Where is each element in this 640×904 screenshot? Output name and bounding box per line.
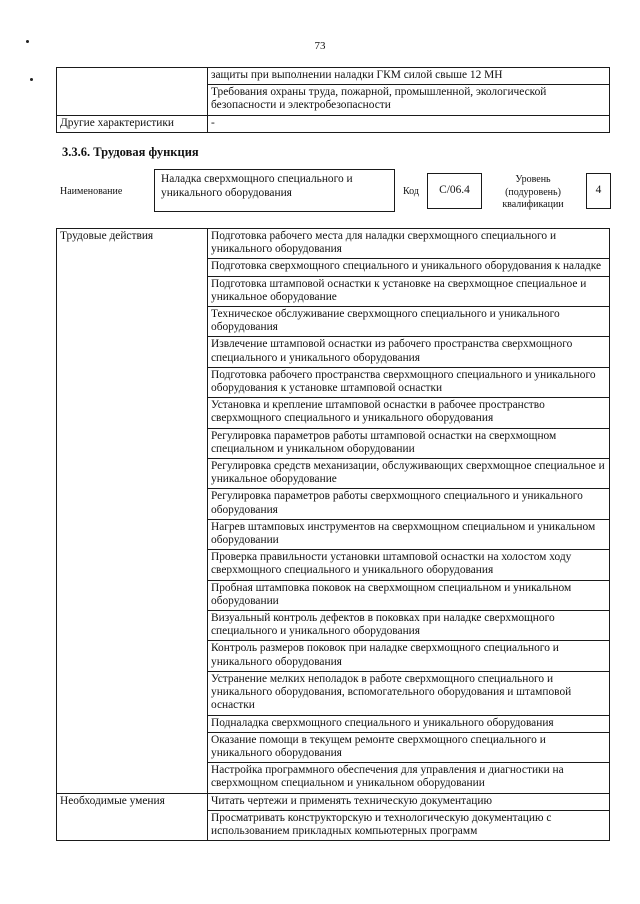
requirement-item: Регулировка параметров работы штамповой оснастки на сверхмощном специальном и уникальном оборудовании [208,428,610,458]
group-label: Необходимые умения [57,793,208,841]
section-heading: 3.3.6. Трудовая функция [62,145,199,159]
requirement-item: Устранение мелких неполадок в работе сверхмощного специального и уникального оборудования, вспомогательного оборудования и штамповой оснастки [208,671,610,715]
code-label: Код [403,186,419,197]
row-label [57,68,208,116]
requirement-item: Настройка программного обеспечения для управления и диагностики на сверхмощном специальном и уникальном оборудовании [208,763,610,793]
previous-function-table [56,67,610,133]
table-row [57,793,610,810]
requirement-item: Установка и крепление штамповой оснастки в рабочее пространство сверхмощного специального и уникального оборудования [208,398,610,428]
requirement-item: Оказание помощи в текущем ремонте сверхмощного специального и уникального оборудования [208,732,610,762]
requirement-item: Извлечение штамповой оснастки из рабочего пространства сверхмощного специального и уникального оборудования [208,337,610,367]
table-row [57,115,610,132]
page-number: 73 [314,40,326,52]
row-text: Требования охраны труда, пожарной, промышленной, экологической безопасности и электробезопасности [208,85,610,115]
requirement-item: Контроль размеров поковок при наладке сверхмощного специального и уникального оборудования [208,641,610,671]
row-text: - [208,115,610,132]
level-value: 4 [586,173,611,209]
requirement-item: Подготовка рабочего пространства сверхмощного специального и уникального оборудования к установке штамповой оснастки [208,367,610,397]
requirement-item: Подготовка рабочего места для наладки сверхмощного специального и уникального оборудования [208,229,610,259]
requirement-item: Подналадка сверхмощного специального и уникального оборудования [208,715,610,732]
group-label: Трудовые действия [57,229,208,794]
margin-mark [30,78,33,81]
code-value: C/06.4 [427,173,482,209]
requirement-item: Просматривать конструкторскую и технологическую документацию с использованием прикладных компьютерных программ [208,810,610,840]
requirement-item: Подготовка штамповой оснастки к установке на сверхмощное специальное и уникальное оборудование [208,276,610,306]
table-row [57,68,610,85]
requirement-item: Нагрев штамповых инструментов на сверхмощном специальном и уникальном оборудовании [208,519,610,549]
requirement-item: Регулировка параметров работы сверхмощного специального и уникального оборудования [208,489,610,519]
requirement-item: Визуальный контроль дефектов в поковках при наладке сверхмощного специального и уникального оборудования [208,611,610,641]
requirement-item: Проверка правильности установки штамповой оснастки на холостом ходу сверхмощного специального и уникального оборудования [208,550,610,580]
table-row [57,229,610,259]
name-label: Наименование [60,186,123,197]
name-value: Наладка сверхмощного специального и уникального оборудования [154,169,395,212]
requirement-item: Регулировка средств механизации, обслуживающих сверхмощное специальное и уникальное оборудование [208,459,610,489]
row-label: Другие характеристики [57,115,208,132]
requirement-item: Читать чертежи и применять техническую документацию [208,793,610,810]
requirement-item: Подготовка сверхмощного специального и уникального оборудования к наладке [208,259,610,276]
requirement-item: Техническое обслуживание сверхмощного специального и уникального оборудования [208,307,610,337]
margin-mark [26,40,29,43]
row-text: защиты при выполнении наладки ГКМ силой свыше 12 МН [208,68,610,85]
function-requirements-table [56,228,610,841]
requirement-item: Пробная штамповка поковок на сверхмощном специальном и уникальном оборудовании [208,580,610,610]
level-label: Уровень (подуровень) квалификации [502,174,564,210]
